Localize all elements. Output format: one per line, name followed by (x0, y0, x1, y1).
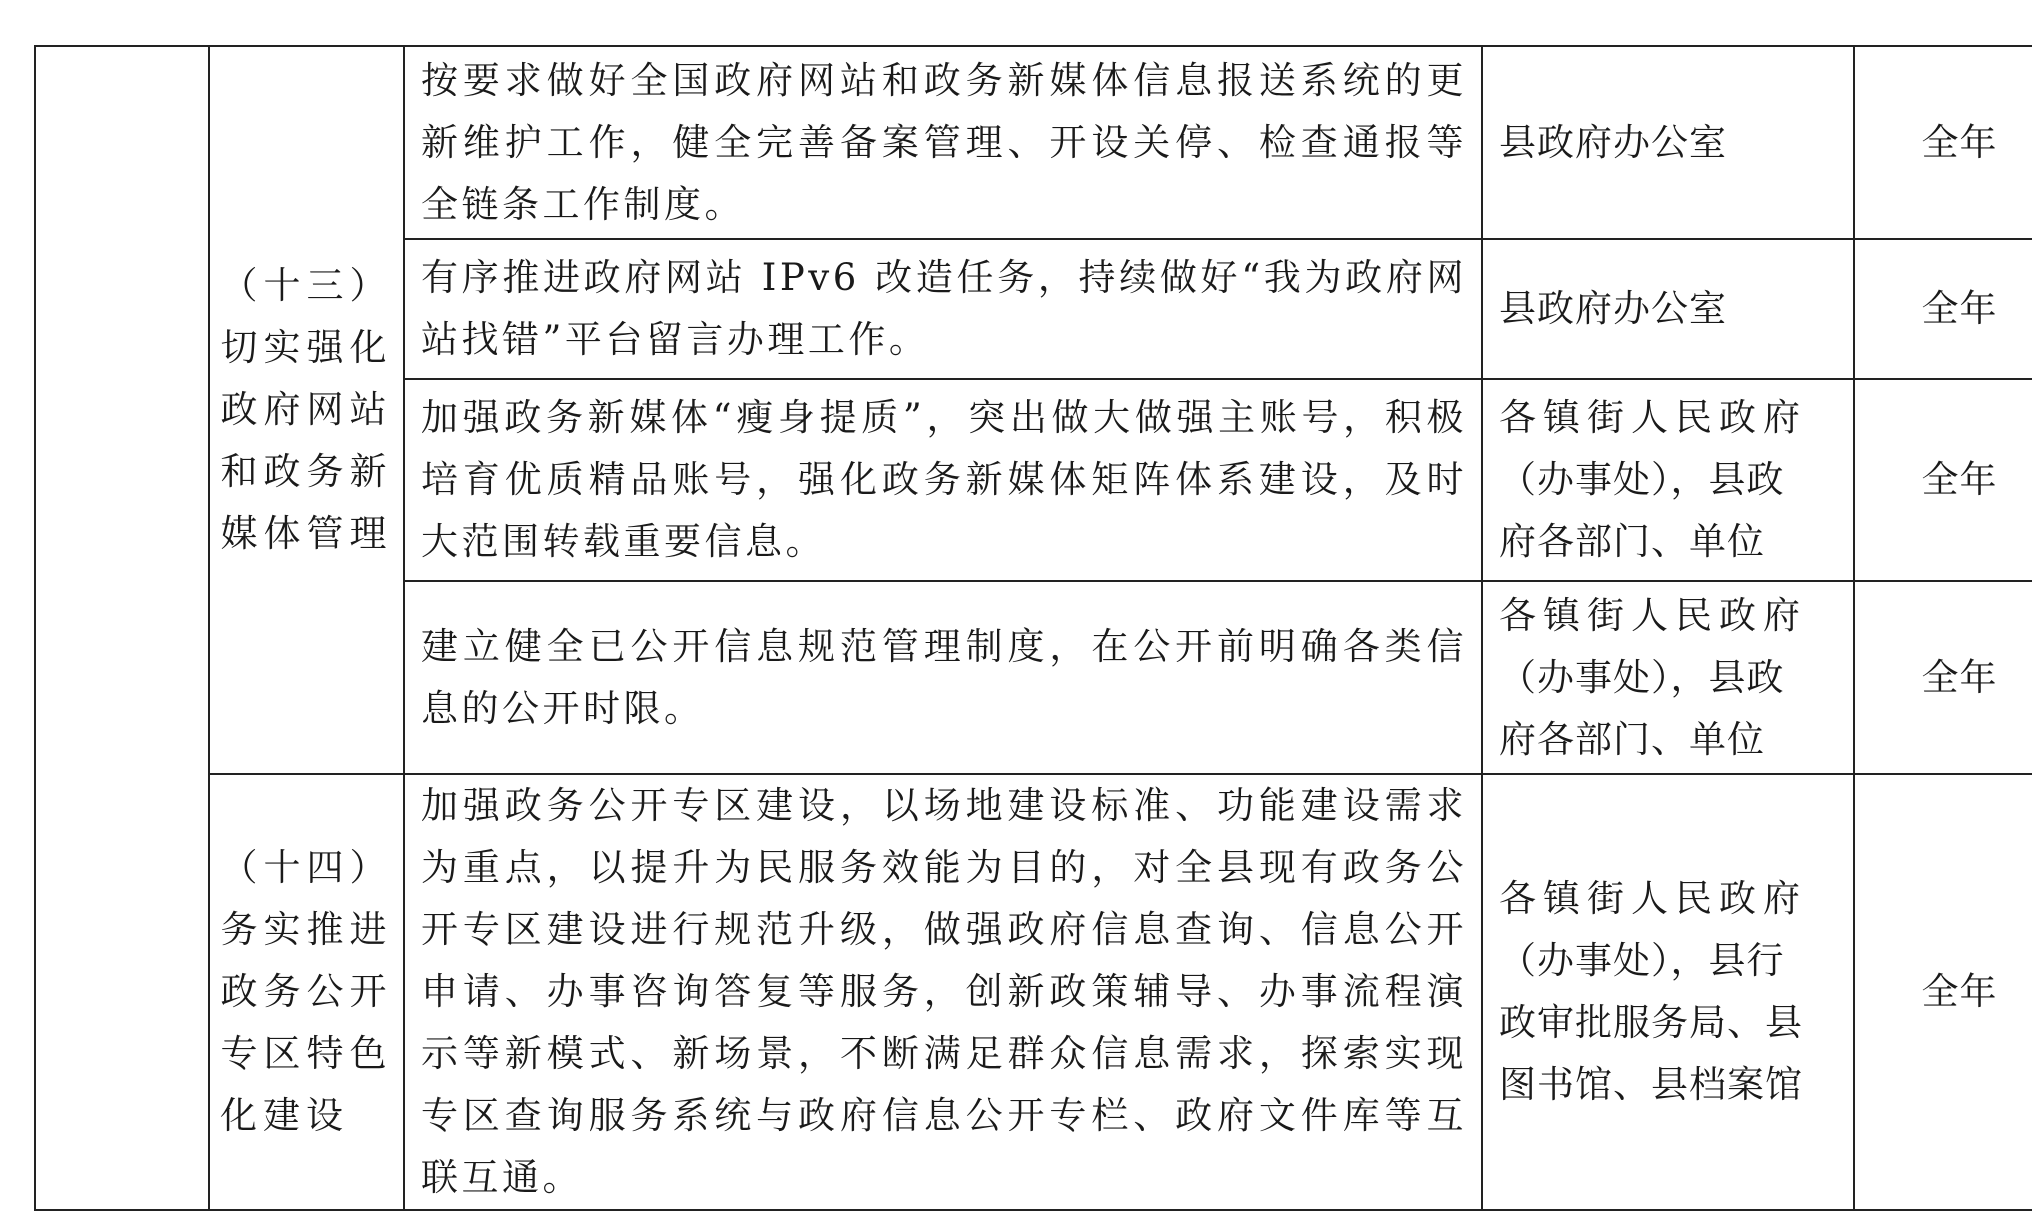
time-limit: 全年 (1921, 458, 1998, 501)
category-cell (209, 774, 404, 1210)
category-line: 务实推进 (220, 908, 393, 951)
task-content-cell (404, 581, 1482, 774)
task-table (34, 45, 2032, 1211)
time-limit: 全年 (1921, 655, 1998, 699)
category-line: 切实强化 (220, 326, 393, 369)
time-limit: 全年 (1921, 970, 1998, 1013)
department-line: （办事处），县政 (1499, 655, 1785, 699)
table-row (35, 774, 2032, 1210)
time-cell (1854, 379, 2032, 581)
department-line: 府各部门、单位 (1499, 520, 1765, 563)
category-line: 和政务新 (220, 450, 393, 493)
time-cell (1854, 774, 2032, 1210)
category-line: 媒体管理 (220, 512, 393, 555)
department-line: 各镇街人民政府 (1499, 593, 1807, 637)
table-row (35, 46, 2032, 239)
department-line: 图书馆、县档案馆 (1499, 1063, 1803, 1106)
department-line: 各镇街人民政府 (1499, 396, 1807, 439)
task-content-cell (404, 379, 1482, 581)
department-cell (1482, 581, 1854, 774)
task-content: 按要求做好全国政府网站和政务新媒体信息报送系统的更新维护工作，健全完善备案管理、开设关停、检查通报等全链条工作制度。 (421, 58, 1467, 226)
task-content-cell (404, 239, 1482, 379)
task-content: 加强政务新媒体“瘦身提质”，突出做大做强主账号，积极培育优质精品账号，强化政务新媒体矩阵体系建设，及时大范围转载重要信息。 (421, 396, 1467, 563)
task-content: 建立健全已公开信息规范管理制度，在公开前明确各类信息的公开时限。 (421, 624, 1467, 730)
category-line: 化建设 (220, 1094, 349, 1137)
department-line: 各镇街人民政府 (1499, 877, 1807, 920)
department-cell (1482, 379, 1854, 581)
department-cell (1482, 774, 1854, 1210)
category-cell (209, 46, 404, 774)
department-line: 政审批服务局、县 (1499, 1001, 1803, 1044)
time-cell (1854, 239, 2032, 379)
department-line: （办事处），县政 (1499, 458, 1785, 501)
department-cell (1482, 46, 1854, 239)
department-line: 县政府办公室 (1499, 120, 1727, 164)
time-cell (1854, 581, 2032, 774)
category-line: （十三） (220, 264, 393, 307)
blank-index-cell (35, 46, 209, 1210)
task-content: 加强政务公开专区建设，以场地建设标准、功能建设需求为重点，以提升为民服务效能为目的，对全县现有政务公开专区建设进行规范升级，做强政府信息查询、信息公开申请、办事咨询答复等服务，创新政策辅导、办事流程演示等新模式、新场景，不断满足群众信息需求，探索实现专区查询服务系统与政府信息公开专栏、政府文件库等互联互通。 (421, 784, 1467, 1199)
task-content-cell (404, 46, 1482, 239)
time-limit: 全年 (1921, 287, 1998, 330)
category-line: 专区特色 (220, 1032, 393, 1075)
time-cell (1854, 46, 2032, 239)
category-line: 政府网站 (220, 388, 393, 431)
task-content-cell (404, 774, 1482, 1210)
department-line: 府各部门、单位 (1499, 717, 1765, 761)
time-limit: 全年 (1921, 120, 1998, 164)
department-cell (1482, 239, 1854, 379)
category-line: （十四） (220, 846, 393, 889)
department-line: 县政府办公室 (1499, 287, 1727, 330)
department-line: （办事处），县行 (1499, 939, 1785, 982)
task-content: 有序推进政府网站 IPv6 改造任务，持续做好“我为政府网站找错”平台留言办理工作。 (421, 256, 1467, 361)
category-line: 政务公开 (220, 970, 393, 1013)
